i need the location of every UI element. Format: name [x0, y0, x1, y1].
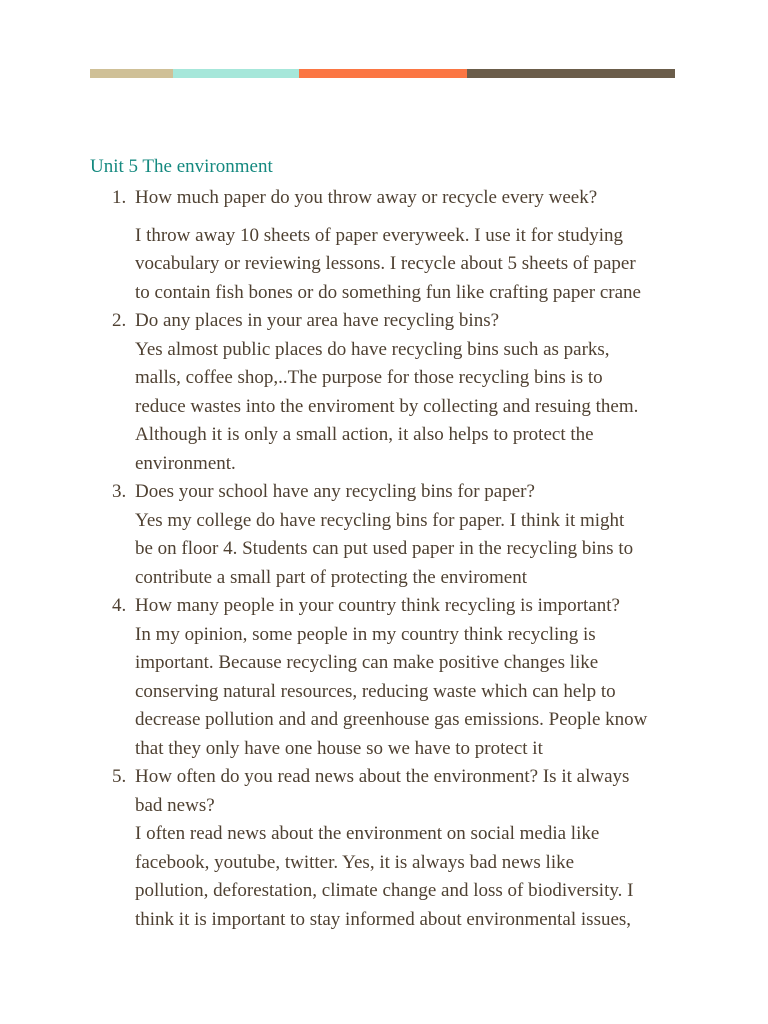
item-number: 1.	[112, 187, 127, 208]
answer-line: environment.	[135, 452, 236, 474]
answer-line: I often read news about the environment on social media like	[135, 823, 600, 844]
document-title: Unit 5 The environment	[90, 156, 273, 177]
answer-line: In my opinion, some people in my country think recycling is	[135, 623, 596, 645]
item-number: 5.	[112, 766, 127, 787]
answer-line: Yes my college do have recycling bins for paper. I think it might	[135, 509, 625, 531]
header-color-bar	[90, 69, 675, 78]
list-item	[90, 184, 690, 307]
answer-line: Although it is only a small action, it also helps to protect the	[135, 424, 594, 445]
answer-line: to contain fish bones or do something fun like crafting paper crane	[135, 281, 641, 303]
color-bar-segment-3	[299, 69, 467, 78]
item-number: 3.	[112, 481, 127, 502]
list-item	[90, 478, 690, 592]
color-bar-segment-1	[90, 69, 173, 78]
answer-line: pollution, deforestation, climate change and loss of biodiversity. I	[135, 880, 634, 901]
question-text: Does your school have any recycling bins for paper?	[135, 481, 535, 502]
answer-line: that they only have one house so we have to protect it	[135, 737, 543, 759]
question-text: How much paper do you throw away or recycle every week?	[135, 187, 598, 208]
answer-line: important. Because recycling can make positive changes like	[135, 652, 599, 673]
list-item	[90, 592, 690, 763]
answer-line: be on floor 4. Students can put used paper in the recycling bins to	[135, 538, 634, 559]
answer-line: vocabulary or reviewing lessons. I recycle about 5 sheets of paper	[135, 253, 636, 274]
answer-line: decrease pollution and and greenhouse gas emissions. People know	[135, 709, 648, 730]
list-item	[90, 307, 690, 478]
color-bar-segment-2	[173, 69, 299, 78]
question-list	[90, 184, 690, 934]
answer-line: think it is important to stay informed about environmental issues,	[135, 908, 632, 930]
answer-line: reduce wastes into the enviroment by collecting and resuing them.	[135, 395, 639, 417]
answer-line: facebook, youtube, twitter. Yes, it is always bad news like	[135, 851, 575, 873]
answer-line: conserving natural resources, reducing waste which can help to	[135, 680, 616, 702]
item-number: 2.	[112, 310, 127, 331]
list-item	[90, 763, 690, 934]
answer-line: I throw away 10 sheets of paper everyweek. I use it for studying	[135, 224, 624, 246]
question-text: bad news?	[135, 794, 215, 816]
answer-line: contribute a small part of protecting the enviroment	[135, 566, 528, 588]
color-bar-segment-4	[467, 69, 675, 78]
question-text: How often do you read news about the environment? Is it always	[135, 766, 630, 787]
answer-line: malls, coffee shop,..The purpose for those recycling bins is to	[135, 367, 603, 388]
document-body	[90, 154, 690, 934]
answer-line: Yes almost public places do have recycling bins such as parks,	[135, 338, 610, 360]
item-number: 4.	[112, 595, 127, 616]
question-text: Do any places in your area have recycling bins?	[135, 310, 500, 331]
question-text: How many people in your country think recycling is important?	[135, 595, 620, 616]
